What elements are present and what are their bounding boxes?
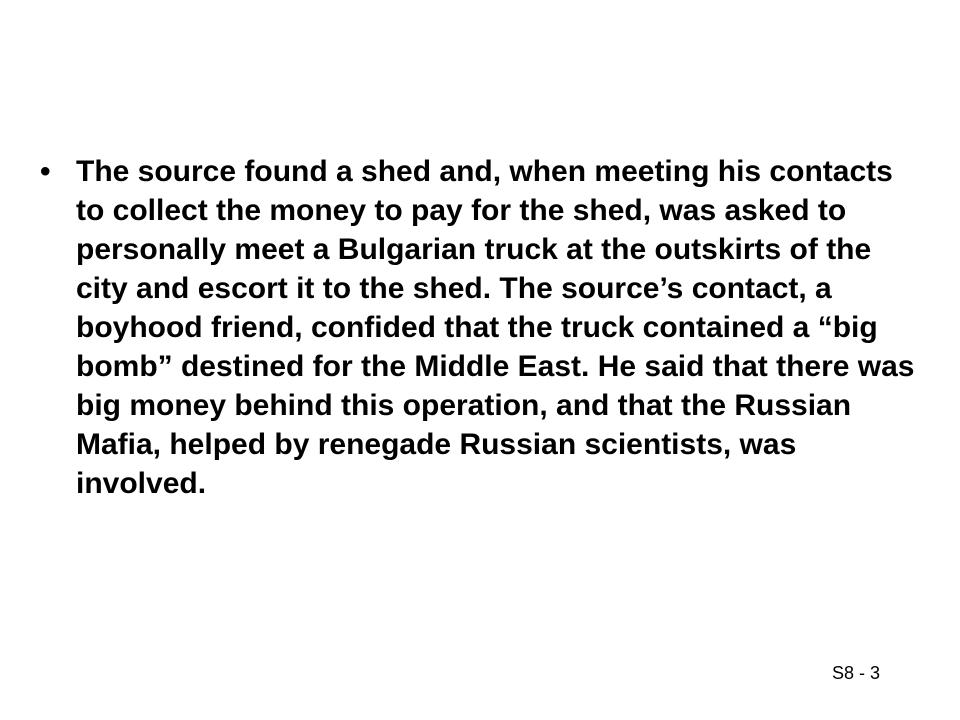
bullet-list: [40, 152, 920, 503]
slide-number: S8 - 3: [831, 663, 880, 683]
bullet-text: The source found a shed and, when meeting his contacts to collect the money to pay for the shed, was asked to personally meet a Bulgarian truck at the outskirts of the city and escort it to the shed. The source’s contact, a boyhood friend, confided that the truck contained a “big bomb” destined for the Middle East. He said that there was big money behind this operation, and that the Russian Mafia, helped by renegade Russian scientists, was involved.: [76, 155, 915, 500]
bullet-icon: •: [40, 155, 51, 188]
bullet-item: [40, 152, 920, 503]
